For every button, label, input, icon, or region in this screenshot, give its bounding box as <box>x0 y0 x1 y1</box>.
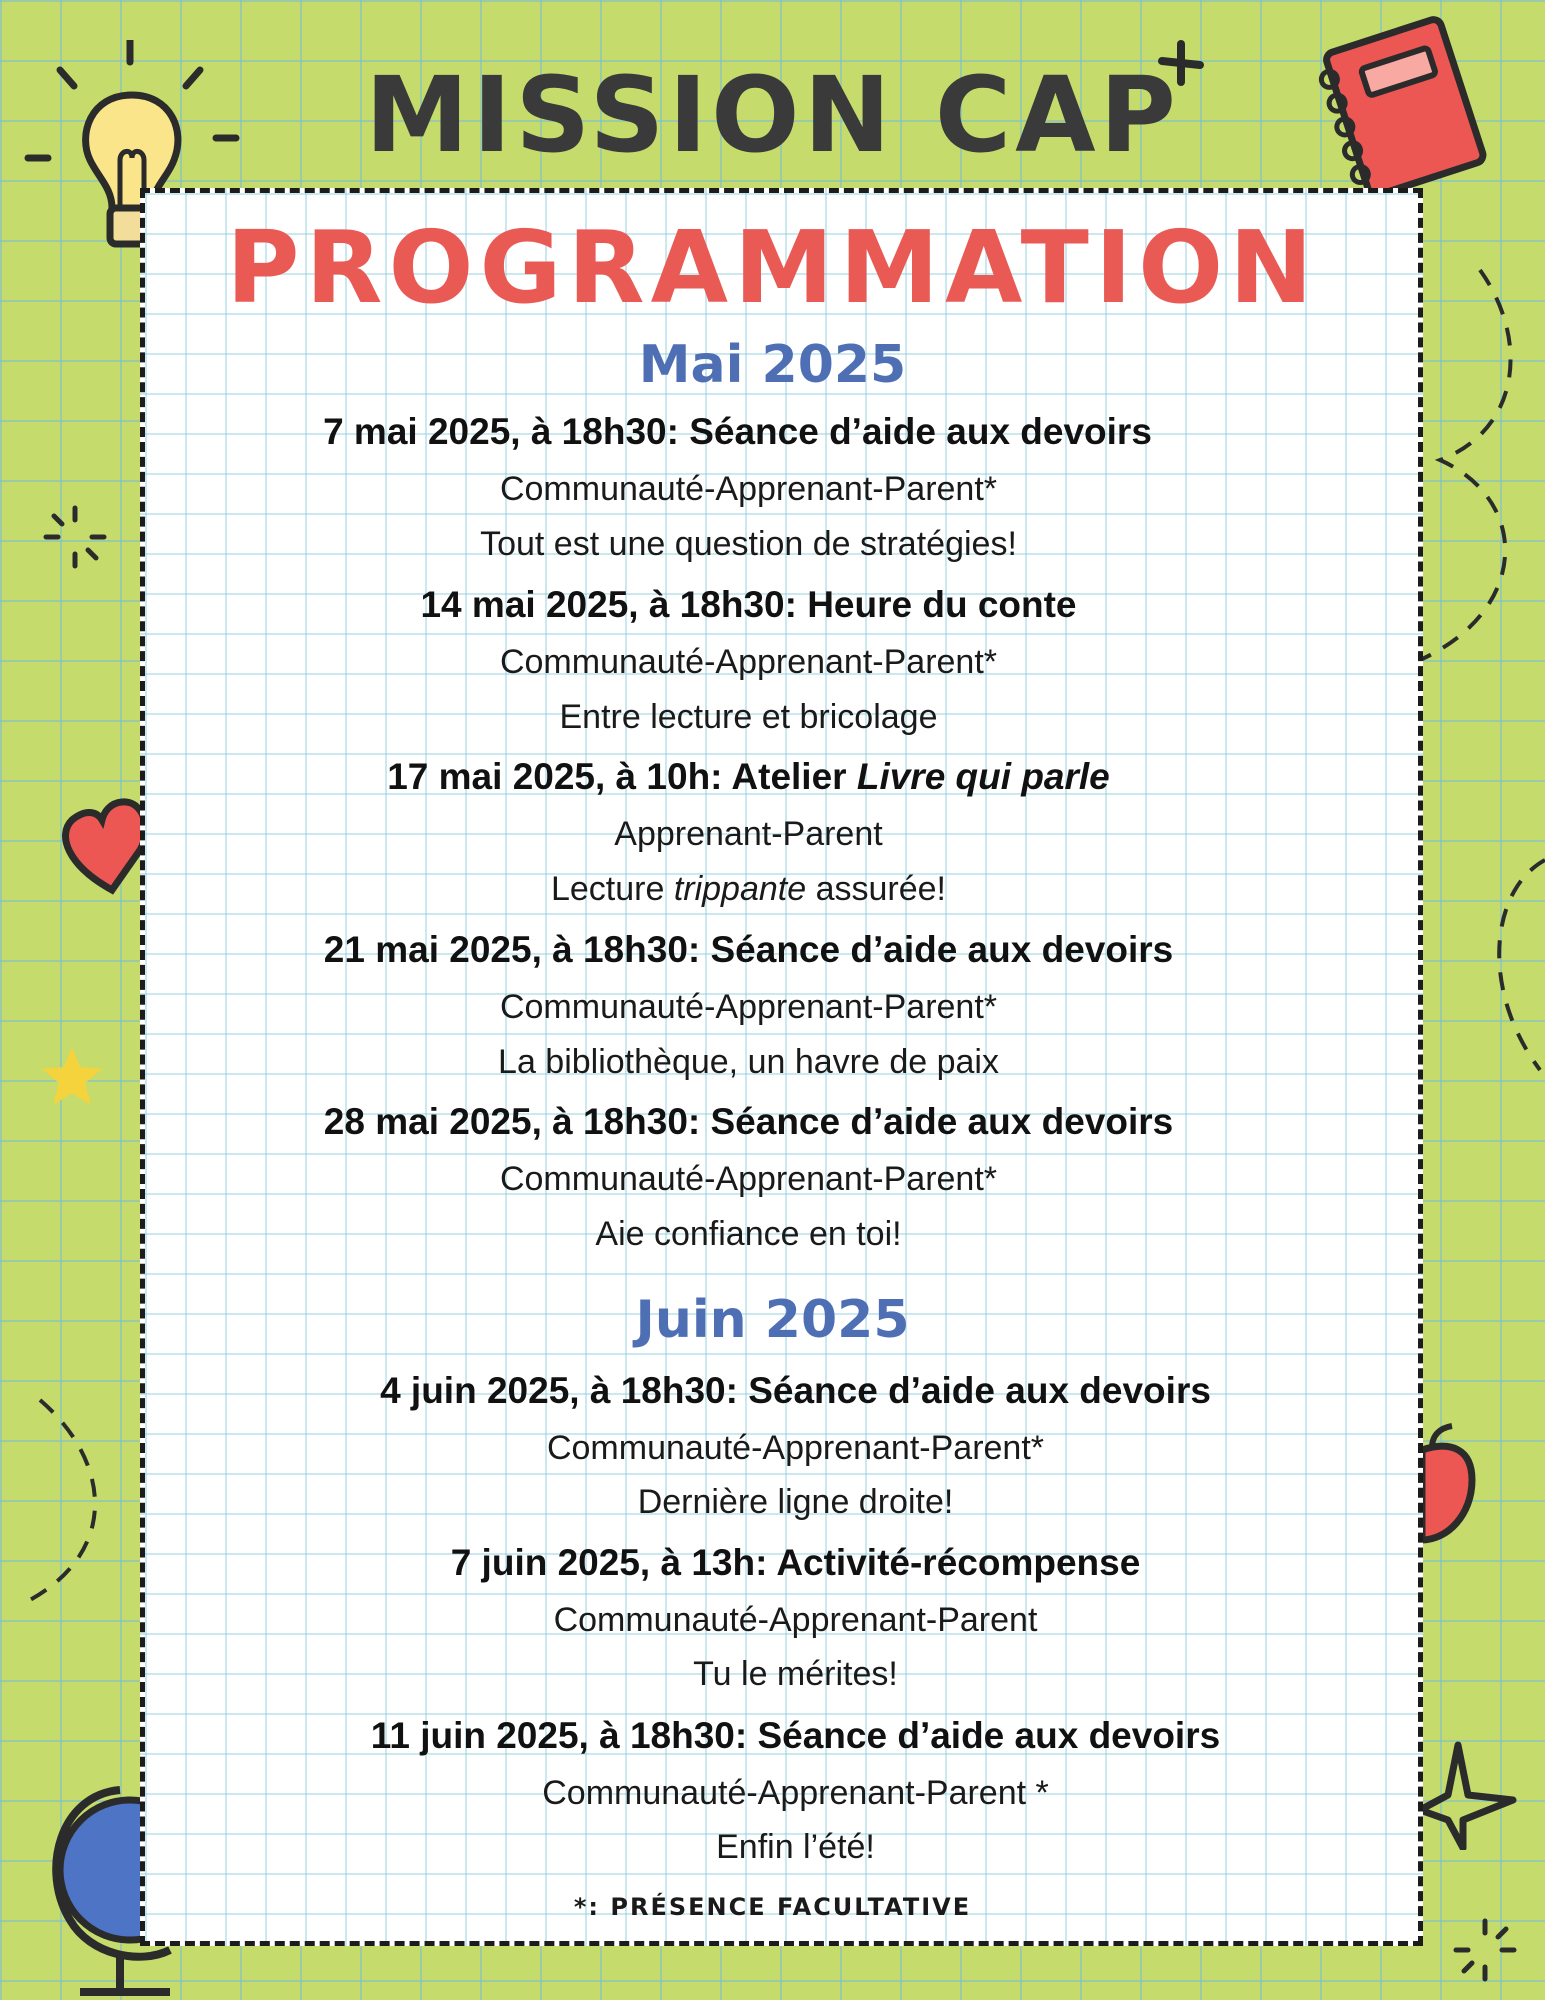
footnote: *: PRÉSENCE FACULTATIVE <box>573 1893 972 1921</box>
event-title: 11 juin 2025, à 18h30: Séance d’aide aux devoirs <box>370 1715 1221 1756</box>
event-title: 7 mai 2025, à 18h30: Séance d’aide aux devoirs <box>323 411 1152 452</box>
event-title: 7 juin 2025, à 13h: Activité-récompense <box>450 1542 1141 1583</box>
sparkle-icon <box>1450 1915 1520 1985</box>
event-tagline: Tu le mérites! <box>693 1655 898 1693</box>
event-audience: Communauté-Apprenant-Parent* <box>546 1429 1045 1467</box>
month-heading-juin: Juin 2025 <box>635 1290 910 1350</box>
month-heading-mai: Mai 2025 <box>638 335 907 395</box>
event-tagline: La bibliothèque, un havre de paix <box>498 1043 999 1081</box>
event-tagline: Lecture trippante assurée! <box>550 870 947 908</box>
event-tagline: Dernière ligne droite! <box>637 1483 954 1521</box>
event-audience: Communauté-Apprenant-Parent* <box>499 988 998 1026</box>
event-tagline: Tout est une question de stratégies! <box>480 525 1017 563</box>
event-audience: Communauté-Apprenant-Parent* <box>499 643 998 681</box>
event-tagline: Entre lecture et bricolage <box>559 698 938 736</box>
event-audience: Communauté-Apprenant-Parent* <box>499 470 998 508</box>
event-audience: Communauté-Apprenant-Parent * <box>542 1774 1049 1812</box>
program-heading: PROGRAMMATION <box>226 209 1319 326</box>
event-tagline-emphasis: trippante <box>673 870 807 908</box>
event-audience: Communauté-Apprenant-Parent* <box>499 1160 998 1198</box>
event-tagline: Aie confiance en toi! <box>595 1215 902 1253</box>
event-title: 28 mai 2025, à 18h30: Séance d’aide aux devoirs <box>323 1101 1174 1142</box>
event-title-emphasis: Livre qui parle <box>856 756 1110 797</box>
event-title: 4 juin 2025, à 18h30: Séance d’aide aux devoirs <box>380 1370 1211 1411</box>
page-title: MISSION CAP <box>365 54 1180 176</box>
event-title: 21 mai 2025, à 18h30: Séance d’aide aux devoirs <box>323 929 1174 970</box>
event-title: 14 mai 2025, à 18h30: Heure du conte <box>420 584 1077 625</box>
event-title: 17 mai 2025, à 10h: Atelier Livre qui parle <box>387 756 1110 797</box>
event-audience: Communauté-Apprenant-Parent <box>553 1601 1038 1639</box>
event-tagline: Enfin l’été! <box>716 1828 875 1866</box>
event-audience: Apprenant-Parent <box>614 815 883 853</box>
